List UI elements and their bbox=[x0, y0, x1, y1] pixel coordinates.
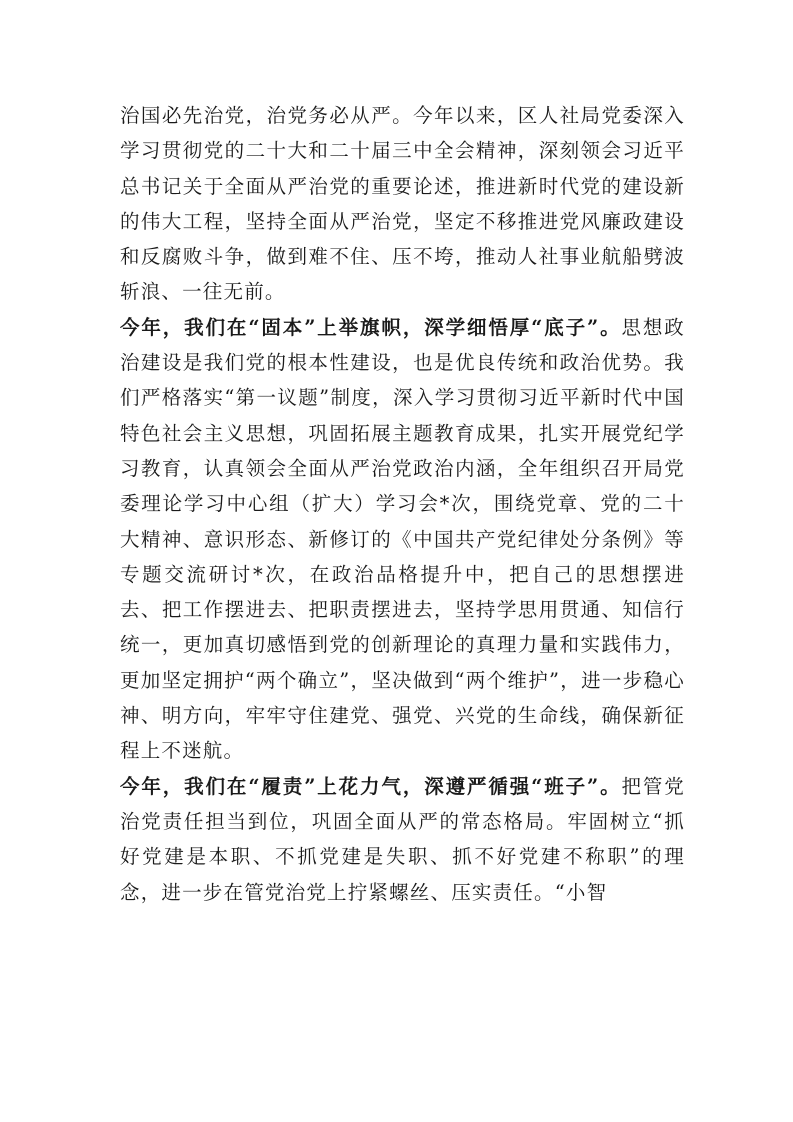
paragraph-body: 把管党治党责任担当到位，巩固全面从严的常态格局。牢固树立“抓好党建是本职、不抓党建是失职、抓不好党建不称职”的理念，进一步在管党治党上拧紧螺丝、压实责任。“小智 bbox=[120, 774, 685, 904]
document-page bbox=[120, 98, 685, 910]
paragraph-intro bbox=[120, 98, 685, 310]
paragraph-lvze bbox=[120, 769, 685, 910]
paragraph-body: 治国必先治党，治党务必从严。今年以来，区人社局党委深入学习贯彻党的二十大和二十届三中全会精神，深刻领会习近平总书记关于全面从严治党的重要论述，推进新时代党的建设新的伟大工程，坚持全面从严治党，坚定不移推进党风廉政建设和反腐败斗争，做到难不住、压不垮，推动人社事业航船劈波斩浪、一往无前。 bbox=[120, 104, 685, 304]
paragraph-guben bbox=[120, 310, 685, 769]
paragraph-lead: 今年，我们在“履责”上花力气，深遵严循强“班子”。 bbox=[120, 774, 622, 798]
paragraph-body: 思想政治建设是我们党的根本性建设，也是优良传统和政治优势。我们严格落实“第一议题”制度，深入学习贯彻习近平新时代中国特色社会主义思想，巩固拓展主题教育成果，扎实开展党纪学习教育，认真领会全面从严治党政治内涵，全年组织召开局党委理论学习中心组（扩大）学习会*次，围绕党章、党的二十大精神、意识形态、新修订的《中国共产党纪律处分条例》等专题交流研讨*次，在政治品格提升中，把自己的思想摆进去、把工作摆进去、把职责摆进去，坚持学思用贯通、知信行统一，更加真切感悟到党的创新理论的真理力量和实践伟力，更加坚定拥护“两个确立”，坚决做到“两个维护”，进一步稳心神、明方向，牢牢守住建党、强党、兴党的生命线，确保新征程上不迷航。 bbox=[120, 315, 685, 763]
paragraph-lead: 今年，我们在“固本”上举旗帜，深学细悟厚“底子”。 bbox=[120, 315, 622, 339]
